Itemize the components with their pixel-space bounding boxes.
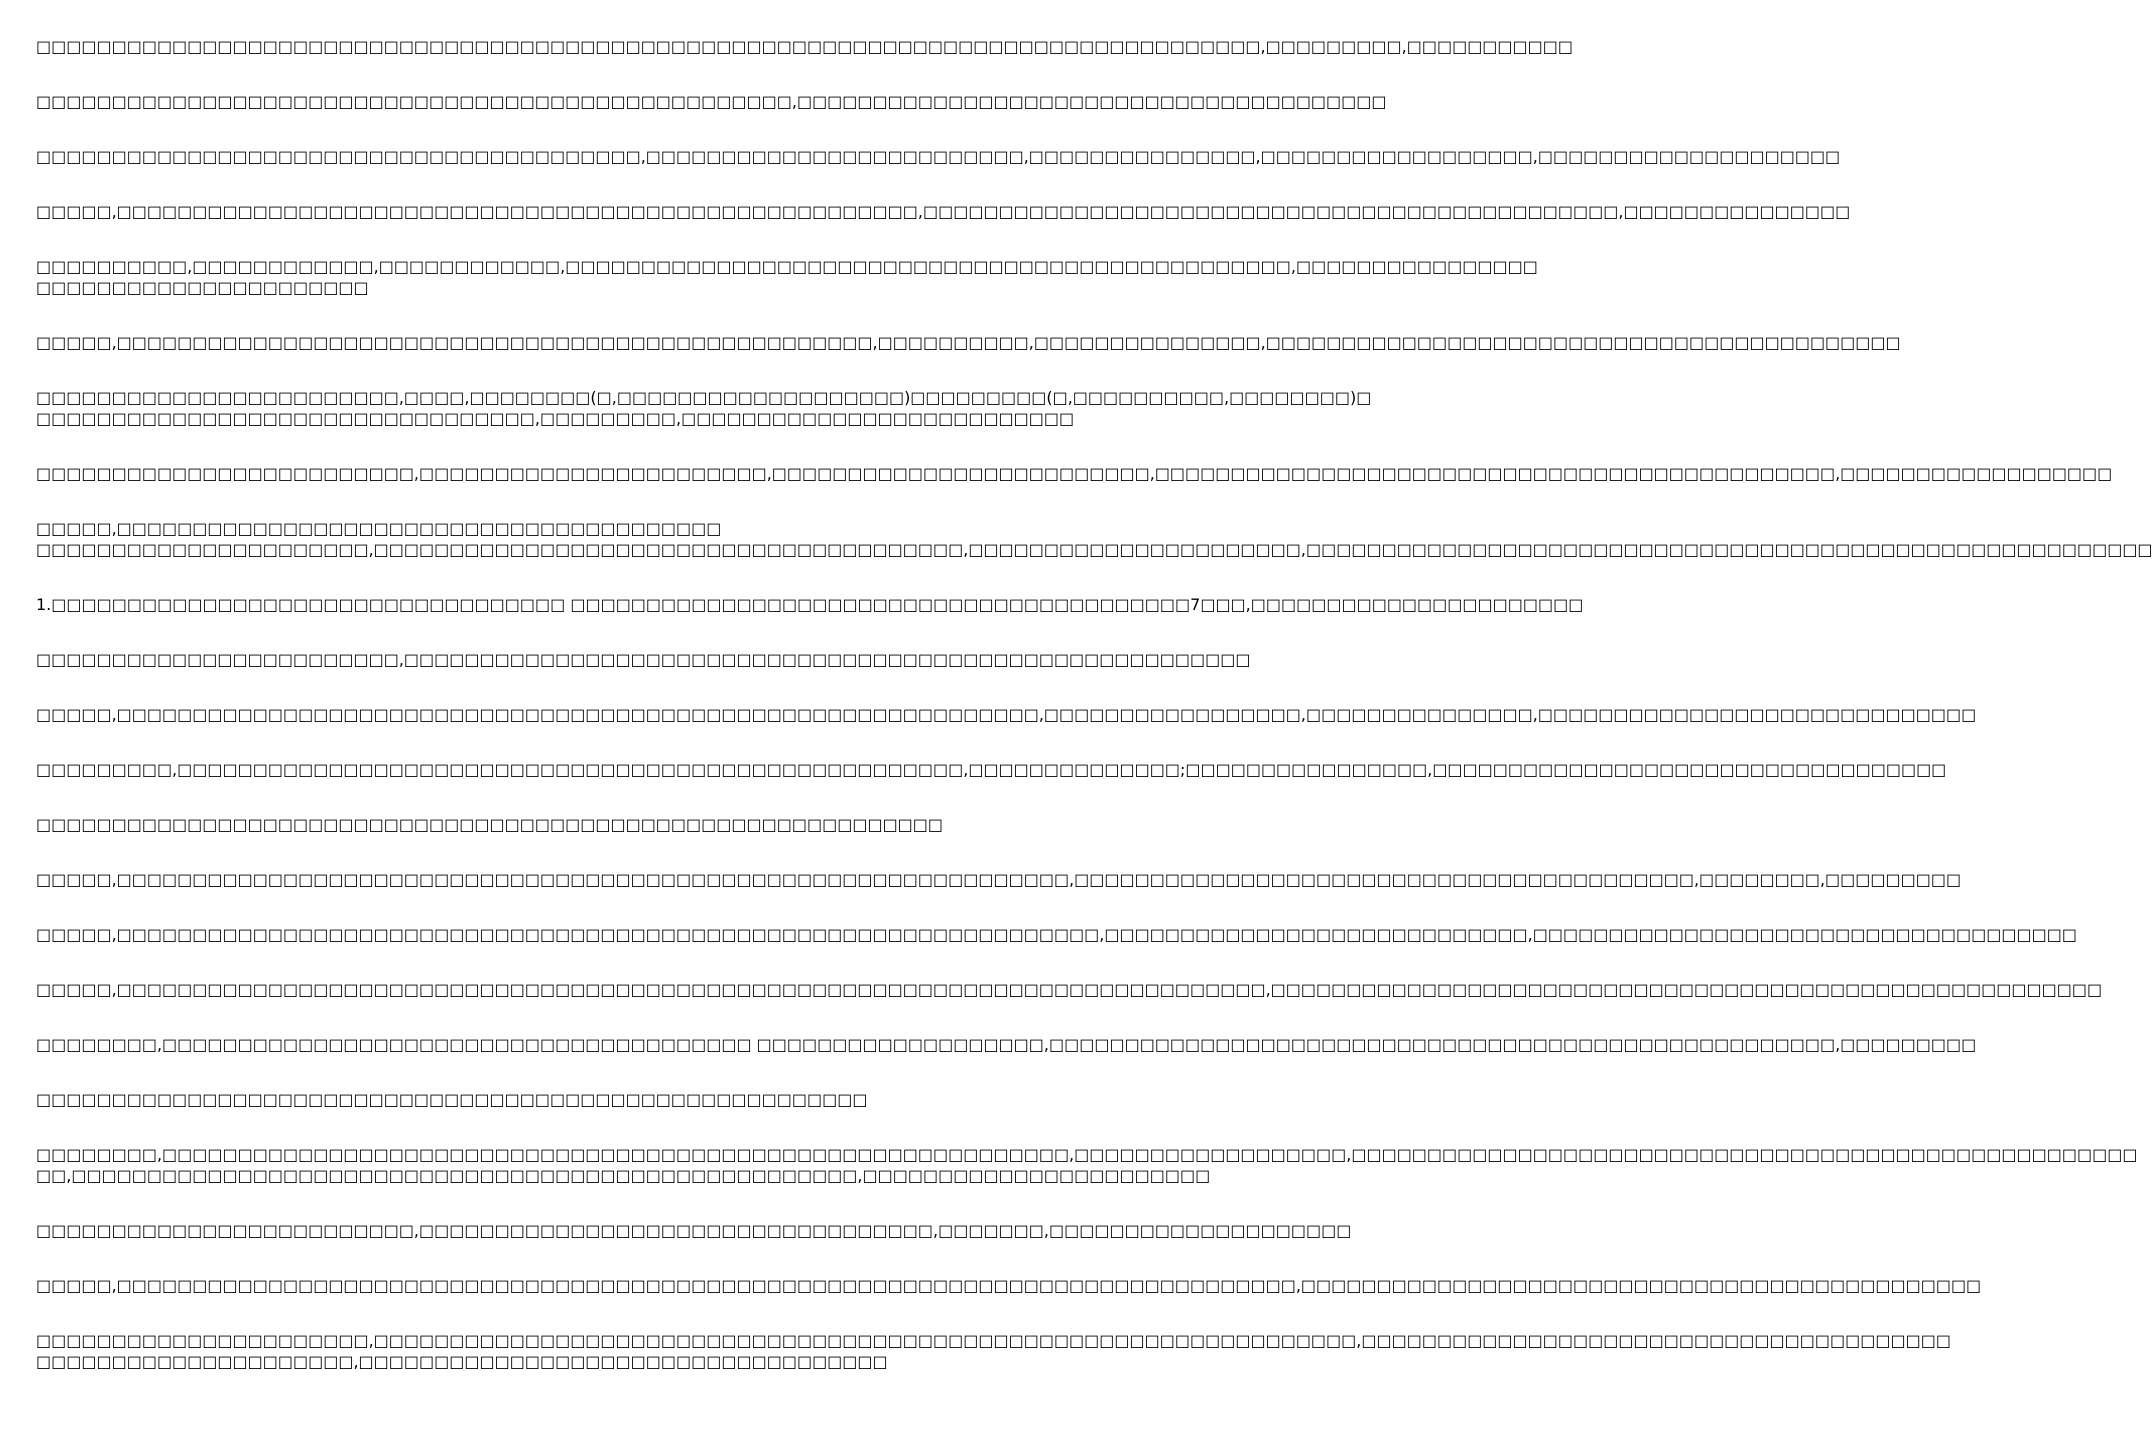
- paragraph-9: [36, 518, 2153, 560]
- paragraph-8: [36, 463, 2113, 484]
- paragraph-7-line-2: □□□□□□□□□□□□□□□□□□□□□□□□□□□□□□□□□,□□□□□□□□□,□□□□□□□□□□□□□□□□□□□□□□□□□□: [36, 409, 1075, 428]
- paragraph-5-line-1: □□□□□□□□□□,□□□□□□□□□□□□,□□□□□□□□□□□□,□□□□□□□□□□□□□□□□□□□□□□□□□□□□□□□□□□□□□□□□□□□□□□□□,□□□□□□□□□□□□□□□□: [36, 257, 1538, 276]
- paragraph-17-line-1: □□□□□,□□□□□□□□□□□□□□□□□□□□□□□□□□□□□□□□□□□□□□□□□□□□□□□□□□□□□□□□□□□□□□□□□□□□□□□□□□□□,□□□□□□□□□□□□□□□□□□□□□□□□□□□□□□□□□□□□□□□□□□□□□□□□□□□□□□□: [36, 980, 2103, 999]
- paragraph-13-line-1: □□□□□□□□□,□□□□□□□□□□□□□□□□□□□□□□□□□□□□□□□□□□□□□□□□□□□□□□□□□□□□,□□□□□□□□□□□□□□;□□□□□□□□□□□□□□□□,□□□□□□□□□□□□□□□□□□□□□□□□□□□□□□□□□□: [36, 760, 1947, 779]
- paragraph-15: [36, 869, 1962, 890]
- paragraph-12-line-1: □□□□□,□□□□□□□□□□□□□□□□□□□□□□□□□□□□□□□□□□□□□□□□□□□□□□□□□□□□□□□□□□□□□,□□□□□□□□□□□□□□□□□,□□□□□□□□□□□□□□□,□□□□□□□□□□□□□□□□□□□□□□□□□□□□□: [36, 705, 1977, 724]
- paragraph-23: [36, 1330, 1951, 1372]
- paragraph-3: [36, 146, 1841, 167]
- paragraph-13: [36, 759, 1947, 780]
- paragraph-12: [36, 704, 1977, 725]
- paragraph-10: [36, 594, 1584, 615]
- paragraph-19-line-1: □□□□□□□□□□□□□□□□□□□□□□□□□□□□□□□□□□□□□□□□□□□□□□□□□□□□□□□: [36, 1090, 868, 1109]
- paragraph-6-line-1: □□□□□,□□□□□□□□□□□□□□□□□□□□□□□□□□□□□□□□□□□□□□□□□□□□□□□□□□,□□□□□□□□□□,□□□□□□□□□□□□□□□,□□□□□□□□□□□□□□□□□□□□□□□□□□□□□□□□□□□□□□□□□□: [36, 333, 1901, 352]
- paragraph-1-line-1: □□□□□□□□□□□□□□□□□□□□□□□□□□□□□□□□□□□□□□□□□□□□□□□□□□□□□□□□□□□□□□□□□□□□□□□□□□□□□□□□□,□□□□□□□□□,□□□□□□□□□□□: [36, 37, 1574, 56]
- paragraph-10-line-1: 1.□□□□□□□□□□□□□□□□□□□□□□□□□□□□□□□□□□ □□□□□□□□□□□□□□□□□□□□□□□□□□□□□□□□□□□□□□□□□7□□□,□□□□□□□□□□□□□□□□□□□□□□: [36, 595, 1584, 614]
- paragraph-1: [36, 36, 1574, 57]
- document-body: [36, 36, 2153, 1372]
- paragraph-11-line-1: □□□□□□□□□□□□□□□□□□□□□□□□,□□□□□□□□□□□□□□□□□□□□□□□□□□□□□□□□□□□□□□□□□□□□□□□□□□□□□□□□: [36, 650, 1251, 669]
- paragraph-20-line-1: □□□□□□□□,□□□□□□□□□□□□□□□□□□□□□□□□□□□□□□□□□□□□□□□□□□□□□□□□□□□□□□□□□□□□,□□□□□□□□□□□□□□□□□□,□□□□□□□□□□□□□□□□□□□□□□□□□□□□□□□□□□□□□□□□□□□□□□□□□□□□: [36, 1145, 2138, 1164]
- paragraph-14-line-1: □□□□□□□□□□□□□□□□□□□□□□□□□□□□□□□□□□□□□□□□□□□□□□□□□□□□□□□□□□□□: [36, 815, 944, 834]
- paragraph-18: [36, 1034, 1977, 1055]
- paragraph-3-line-1: □□□□□□□□□□□□□□□□□□□□□□□□□□□□□□□□□□□□□□□□,□□□□□□□□□□□□□□□□□□□□□□□□□,□□□□□□□□□□□□□□□,□□□□□□□□□□□□□□□□□□,□□□□□□□□□□□□□□□□□□□□: [36, 147, 1841, 166]
- paragraph-21-line-1: □□□□□□□□□□□□□□□□□□□□□□□□□,□□□□□□□□□□□□□□□□□□□□□□□□□□□□□□□□□□,□□□□□□□,□□□□□□□□□□□□□□□□□□□□: [36, 1221, 1352, 1240]
- paragraph-21: [36, 1220, 1352, 1241]
- paragraph-22-line-1: □□□□□,□□□□□□□□□□□□□□□□□□□□□□□□□□□□□□□□□□□□□□□□□□□□□□□□□□□□□□□□□□□□□□□□□□□□□□□□□□□□□□,□□□□□□□□□□□□□□□□□□□□□□□□□□□□□□□□□□□□□□□□□□□□□: [36, 1276, 1982, 1295]
- paragraph-14: [36, 814, 990, 835]
- paragraph-8-line-1: □□□□□□□□□□□□□□□□□□□□□□□□□,□□□□□□□□□□□□□□□□□□□□□□□,□□□□□□□□□□□□□□□□□□□□□□□□□,□□□□□□□□□□□□□□□□□□□□□□□□□□□□□□□□□□□□□□□□□□□□□,□□□□□□□□□□□□□□□□□□: [36, 464, 2113, 483]
- paragraph-2-line-1: □□□□□□□□□□□□□□□□□□□□□□□□□□□□□□□□□□□□□□□□□□□□□□□□□□,□□□□□□□□□□□□□□□□□□□□□□□□□□□□□□□□□□□□□□□: [36, 92, 1387, 111]
- paragraph-9-line-2: □□□□□□□□□□□□□□□□□□□□□□,□□□□□□□□□□□□□□□□□□□□□□□□□□□□□□□□□□□□□□□,□□□□□□□□□□□□□□□□□□□□□□,□□□□□□□□□□□□□□□□□□□□□□□□□□□□□□□□□□□□□□□□□□□□□□□□□□□□□□□□: [36, 540, 2153, 559]
- paragraph-4: [36, 201, 1851, 222]
- paragraph-11: [36, 649, 1251, 670]
- paragraph-7: [36, 387, 1372, 429]
- paragraph-23-line-1: □□□□□□□□□□□□□□□□□□□□□□,□□□□□□□□□□□□□□□□□□□□□□□□□□□□□□□□□□□□□□□□□□□□□□□□□□□□□□□□□□□□□□□□□,□□□□□□□□□□□□□□□□□□□□□□□□□□□□□□□□□□□□□□□: [36, 1331, 1951, 1350]
- paragraph-19: [36, 1089, 990, 1110]
- paragraph-4-line-1: □□□□□,□□□□□□□□□□□□□□□□□□□□□□□□□□□□□□□□□□□□□□□□□□□□□□□□□□□□□,□□□□□□□□□□□□□□□□□□□□□□□□□□□□□□□□□□□□□□□□□□□□□□,□□□□□□□□□□□□□□□: [36, 202, 1851, 221]
- paragraph-17: [36, 979, 2103, 1000]
- paragraph-2: [36, 91, 1387, 112]
- paragraph-16-line-1: □□□□□,□□□□□□□□□□□□□□□□□□□□□□□□□□□□□□□□□□□□□□□□□□□□□□□□□□□□□□□□□□□□□□□□□,□□□□□□□□□□□□□□□□□□□□□□□□□□□□,□□□□□□□□□□□□□□□□□□□□□□□□□□□□□□□□□□□□: [36, 925, 2077, 944]
- paragraph-5-line-2: □□□□□□□□□□□□□□□□□□□□□□: [36, 278, 369, 297]
- paragraph-16: [36, 924, 2077, 945]
- paragraph-20-line-2: □□,□□□□□□□□□□□□□□□□□□□□□□□□□□□□□□□□□□□□□□□□□□□□□□□□□□□□,□□□□□□□□□□□□□□□□□□□□□□□: [36, 1166, 1211, 1185]
- paragraph-18-line-1: □□□□□□□□,□□□□□□□□□□□□□□□□□□□□□□□□□□□□□□□□□□□□□□□ □□□□□□□□□□□□□□□□□□□,□□□□□□□□□□□□□□□□□□□□□□□□□□□□□□□□□□□□□□□□□□□□□□□□□□□□,□□□□□□□□□: [36, 1035, 1977, 1054]
- paragraph-7-line-1: □□□□□□□□□□□□□□□□□□□□□□□□,□□□□,□□□□□□□□(□,□□□□□□□□□□□□□□□□□□□)□□□□□□□□□(□,□□□□□□□□□□,□□□□□□□□)□: [36, 388, 1372, 407]
- paragraph-5: [36, 256, 1538, 298]
- paragraph-20: [36, 1144, 2138, 1186]
- paragraph-9-line-1: □□□□□,□□□□□□□□□□□□□□□□□□□□□□□□□□□□□□□□□□□□□□□□: [36, 519, 722, 538]
- paragraph-6: [36, 332, 1901, 353]
- paragraph-23-line-2: □□□□□□□□□□□□□□□□□□□□□,□□□□□□□□□□□□□□□□□□□□□□□□□□□□□□□□□□□: [36, 1352, 888, 1371]
- paragraph-22: [36, 1275, 1982, 1296]
- paragraph-15-line-1: □□□□□,□□□□□□□□□□□□□□□□□□□□□□□□□□□□□□□□□□□□□□□□□□□□□□□□□□□□□□□□□□□□□□□,□□□□□□□□□□□□□□□□□□□□□□□□□□□□□□□□□□□□□□□□□,□□□□□□□□,□□□□□□□□□: [36, 870, 1962, 889]
